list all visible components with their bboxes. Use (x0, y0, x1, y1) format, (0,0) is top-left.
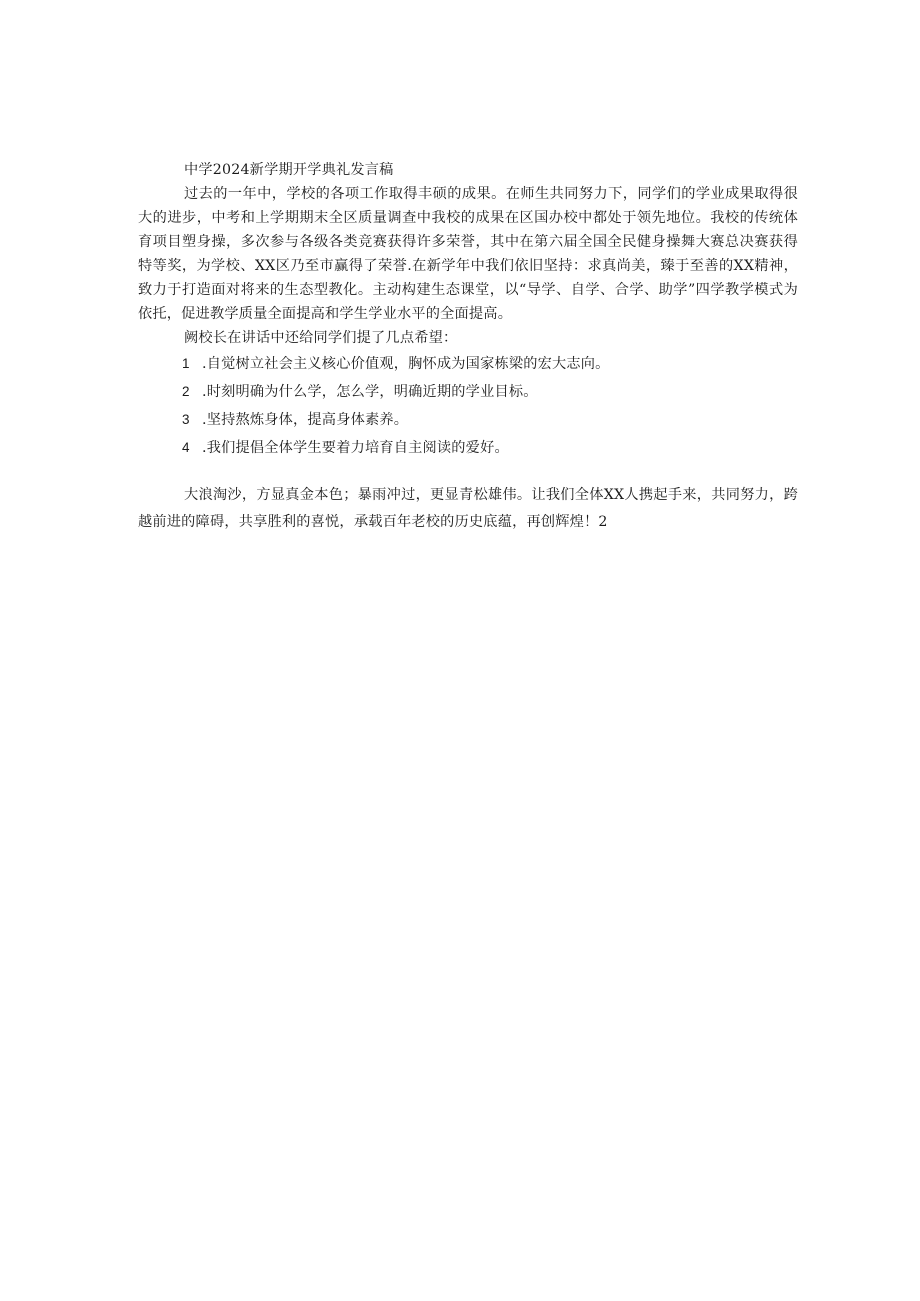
list-item-number: 4 (182, 440, 190, 455)
paragraph-hopes-intro: 阙校长在讲话中还给同学们提了几点希望： (184, 330, 458, 346)
list-item (138, 406, 798, 434)
paragraph-spacer (138, 462, 798, 482)
document-title: 中学2024新学期开学典礼发言稿 (184, 162, 394, 178)
list-item-number: 2 (182, 384, 190, 399)
document-body (138, 158, 798, 536)
list-item-text: .时刻明确为什么学，怎么学，明确近期的学业目标。 (202, 384, 538, 400)
list-item-number: 3 (182, 412, 190, 427)
paragraph-closing: 大浪淘沙，方显真金本色；暴雨冲过，更显青松雄伟。让我们全体XX人携起手来，共同努力，跨越前进的障碍，共享胜利的喜悦，承载百年老校的历史底蕴，再创辉煌！2 (138, 487, 798, 530)
list-item (138, 350, 798, 378)
list-item-text: .我们提倡全体学生要着力培育自主阅读的爱好。 (202, 440, 509, 456)
list-item (138, 434, 798, 462)
list-item-text: .自觉树立社会主义核心价值观，胸怀成为国家栋梁的宏大志向。 (202, 356, 610, 372)
hopes-list (138, 350, 798, 462)
list-item (138, 378, 798, 406)
list-item-text: .坚持熬炼身体，提高身体素养。 (202, 412, 409, 428)
paragraph-achievements: 过去的一年中，学校的各项工作取得丰硕的成果。在师生共同努力下，同学们的学业成果取得很大的进步，中考和上学期期末全区质量调查中我校的成果在区国办校中都处于领先地位。我校的传统体育项目塑身操，多次参与各级各类竞赛获得许多荣誉，其中在第六届全国全民健身操舞大赛总决赛获得特等奖，为学校、XX区乃至市赢得了荣誉.在新学年中我们依旧坚持：求真尚美，臻于至善的XX精神，致力于打造面对将来的生态型教化。主动构建生态课堂，以“导学、自学、合学、助学”四学教学模式为依托，促进教学质量全面提高和学生学业水平的全面提高。 (138, 186, 798, 322)
list-item-number: 1 (182, 356, 190, 371)
